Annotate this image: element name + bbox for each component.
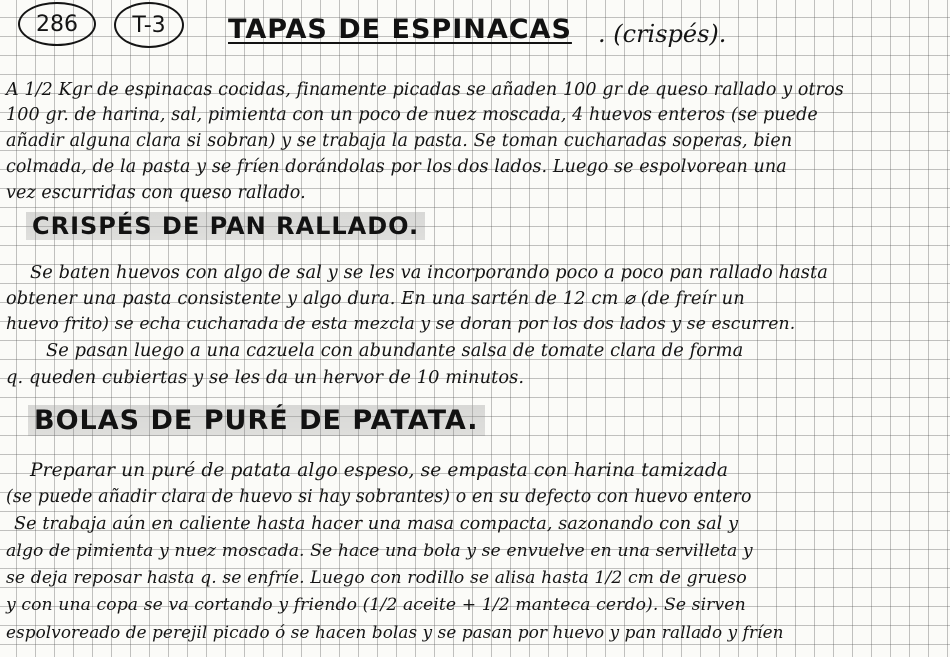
recipe3-line: (se puede añadir clara de huevo si hay sobrantes) o en su defecto con huevo entero [6, 487, 752, 507]
recipe1-line: añadir alguna clara si sobran) y se trabaja la pasta. Se toman cucharadas soperas, bien [6, 131, 793, 151]
recipe2-line: q. queden cubiertas y se les da un hervor de 10 minutos. [6, 367, 525, 388]
recipe3-title-text: BOLAS DE PURÉ DE PATATA. [28, 405, 485, 436]
recipe2-line: obtener una pasta consistente y algo dura. En una sartén de 12 cm ⌀ (de freír un [6, 288, 745, 309]
recipe2-line: Se pasan luego a una cazuela con abundante salsa de tomate clara de forma [46, 340, 744, 361]
recipe1-line: A 1/2 Kgr de espinacas cocidas, finamente picadas se añaden 100 gr de queso rallado y otros [6, 80, 844, 100]
page-title-suffix: . (crispés). [598, 20, 727, 48]
recipe1-line: vez escurridas con queso rallado. [6, 183, 306, 203]
recipe2-title-text: CRISPÉS DE PAN RALLADO. [26, 212, 425, 240]
page-number: 286 [36, 11, 78, 37]
recipe2-line: huevo frito) se echa cucharada de esta mezcla y se doran por los dos lados y se escurren. [6, 314, 796, 334]
recipe3-line: algo de pimienta y nuez moscada. Se hace una bola y se envuelve en una servilleta y [6, 541, 753, 561]
recipe3-line: se deja reposar hasta q. se enfríe. Luego con rodillo se alisa hasta 1/2 cm de grueso [6, 568, 747, 588]
recipe3-line: Se trabaja aún en caliente hasta hacer una masa compacta, sazonando con sal y [14, 514, 739, 534]
recipe1-line: 100 gr. de harina, sal, pimienta con un poco de nuez moscada, 4 huevos enteros (se puede [6, 105, 818, 125]
page-number-badge [18, 2, 96, 46]
recipe3-line: Preparar un puré de patata algo espeso, se empasta con harina tamizada [30, 460, 729, 481]
page-title [228, 14, 572, 45]
recipe2-title [26, 212, 425, 240]
section-code-badge [114, 2, 184, 48]
recipe3-line: espolvoreado de perejil picado ó se hacen bolas y se pasan por huevo y pan rallado y fríen [6, 622, 784, 642]
recipe3-line: y con una copa se va cortando y friendo (1/2 aceite + 1/2 manteca cerdo). Se sirven [6, 595, 746, 615]
recipe3-title [28, 405, 485, 436]
recipe2-line: Se baten huevos con algo de sal y se les va incorporando poco a poco pan rallado hasta [30, 262, 828, 283]
page-title-text: TAPAS DE ESPINACAS [228, 14, 572, 45]
recipe1-line: colmada, de la pasta y se fríen dorándolas por los dos lados. Luego se espolvorean una [6, 157, 787, 177]
section-code: T-3 [132, 12, 166, 38]
